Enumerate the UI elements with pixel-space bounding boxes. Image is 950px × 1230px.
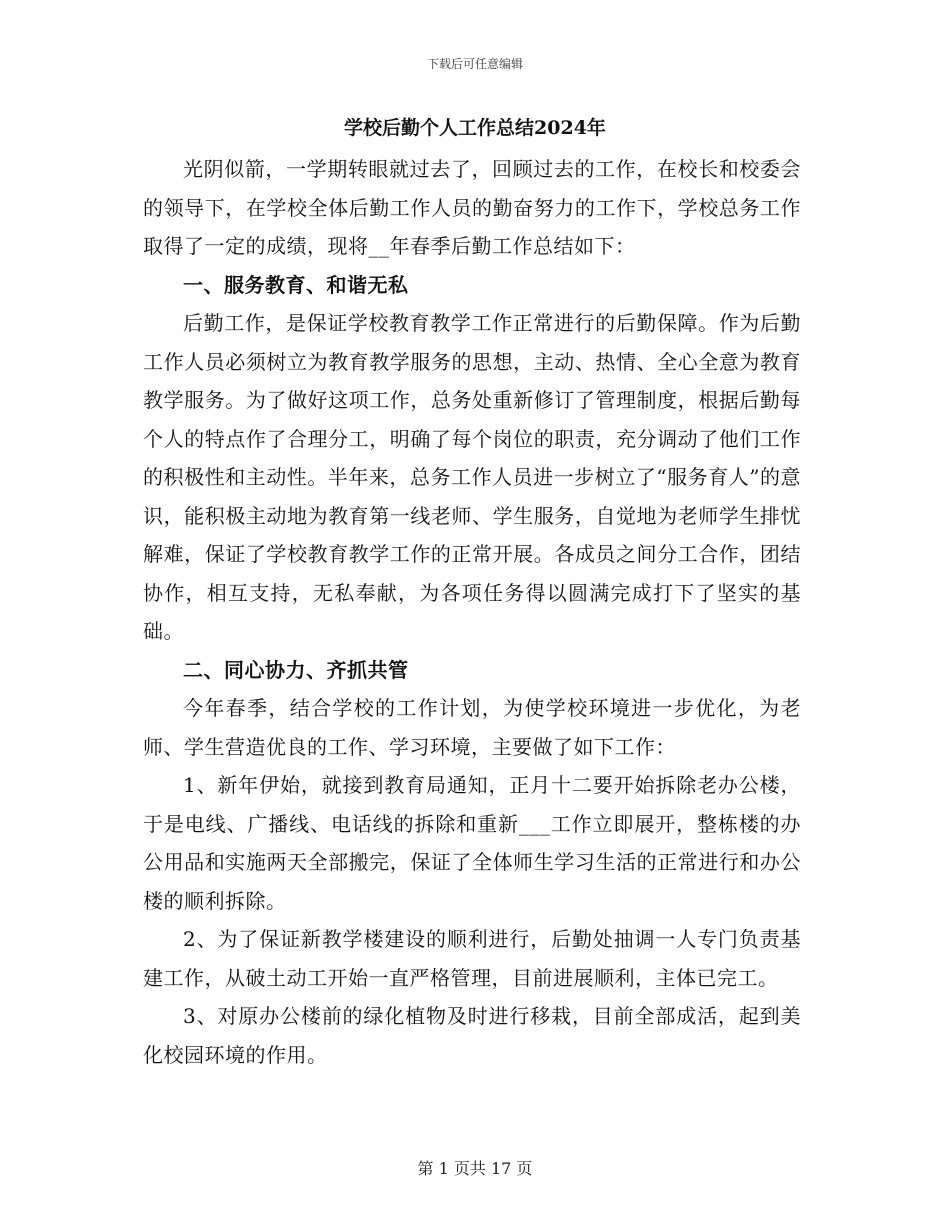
item-2-paragraph: 2、为了保证新教学楼建设的顺利进行，后勤处抽调一人专门负责基建工作，从破土动工开始一直严格管理，目前进展顺利，主体已完工。 [143, 927, 801, 990]
page-footer: 第 1 页共 17 页 [417, 1159, 533, 1178]
section-2-intro-paragraph: 今年春季，结合学校的工作计划，为使学校环境进一步优化，为老师、学生营造优良的工作、学习环境，主要做了如下工作： [143, 696, 801, 759]
section-heading-1: 一、服务教育、和谐无私 [183, 272, 409, 297]
item-3-paragraph: 3、对原办公楼前的绿化植物及时进行移栽，目前全部成活，起到美化校园环境的作用。 [143, 1004, 801, 1067]
document-title: 学校后勤个人工作总结2024年 [344, 117, 606, 139]
header-note: 下载后可任意编辑 [426, 57, 523, 71]
item-1-paragraph: 1、新年伊始，就接到教育局通知，正月十二要开始拆除老办公楼，于是电线、广播线、电话线的拆除和重新___工作立即展开，整栋楼的办公用品和实施两天全部搬完，保证了全体师生学习生活的正常进行和办公楼的顺利拆除。 [143, 773, 801, 913]
section-1-paragraph: 后勤工作，是保证学校教育教学工作正常进行的后勤保障。作为后勤工作人员必须树立为教育教学服务的思想，主动、热情、全心全意为教育教学服务。为了做好这项工作，总务处重新修订了管理制度，根据后勤每个人的特点作了合理分工，明确了每个岗位的职责，充分调动了他们工作的积极性和主动性。半年来，总务工作人员进一步树立了“服务育人”的意识，能积极主动地为教育第一线老师、学生服务，自觉地为老师学生排忧解难，保证了学校教育教学工作的正常开展。各成员之间分工合作，团结协作，相互支持，无私奉献，为各项任务得以圆满完成打下了坚实的基础。 [143, 311, 801, 643]
intro-paragraph: 光阴似箭，一学期转眼就过去了，回顾过去的工作，在校长和校委会的领导下，在学校全体后勤工作人员的勤奋努力的工作下，学校总务工作取得了一定的成绩，现将__年春季后勤工作总结如下： [143, 157, 801, 258]
section-heading-2: 二、同心协力、齐抓共管 [183, 657, 409, 682]
document-body [143, 150, 801, 1074]
